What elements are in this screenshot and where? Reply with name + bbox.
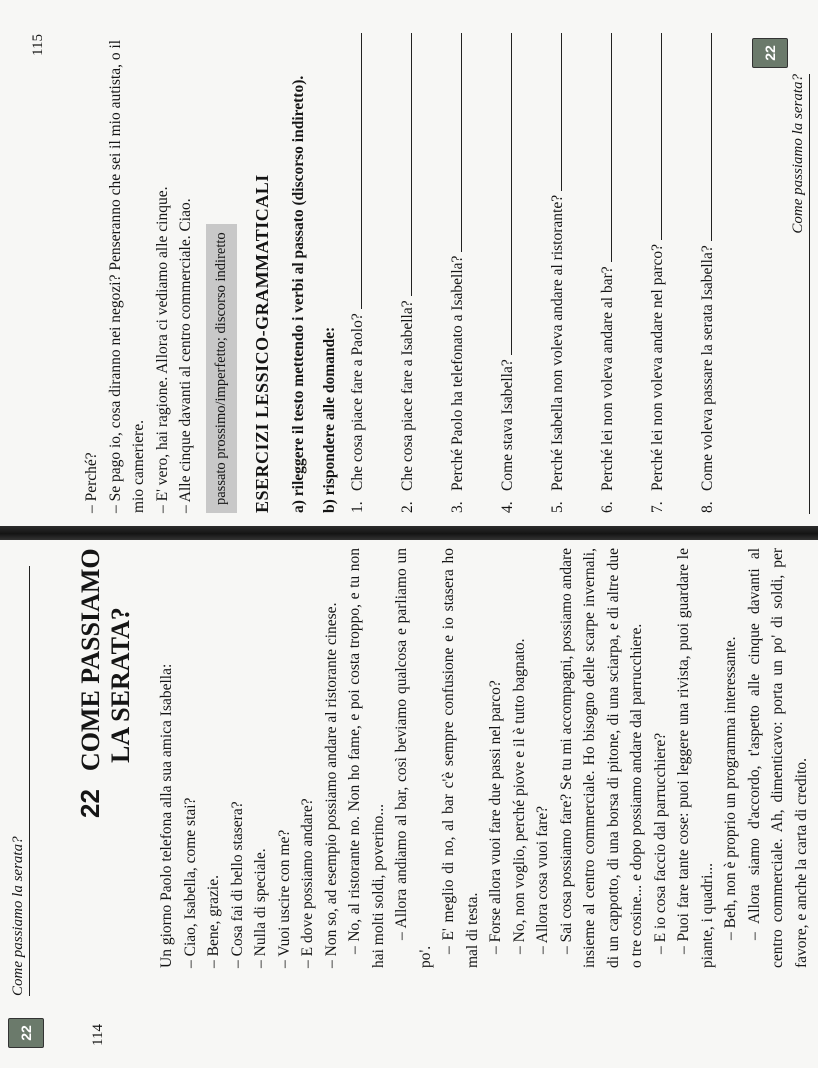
answer-line[interactable] bbox=[597, 33, 612, 262]
dialogue-line: – Nulla di speciale. bbox=[252, 848, 269, 968]
dialogue-text bbox=[155, 548, 813, 968]
page-left bbox=[0, 534, 818, 1068]
page-number: 114 bbox=[90, 1024, 106, 1046]
question-text: Perché Isabella non voleva andare al ristorante? bbox=[548, 194, 566, 491]
answer-line[interactable] bbox=[547, 33, 562, 191]
question-text: Perché lei non voleva andare nel parco? bbox=[648, 243, 666, 491]
dialogue-line: – Perché? bbox=[83, 452, 100, 513]
question-item bbox=[346, 33, 396, 513]
chapter-number: 22 bbox=[75, 789, 105, 818]
question-item bbox=[596, 33, 646, 513]
question-item bbox=[446, 33, 496, 513]
question-number: 5. bbox=[548, 501, 566, 513]
question-number: 3. bbox=[448, 501, 466, 513]
dialogue-line: – E' meglio di no, al bar c'è sempre confusione e io stasera ho mal di testa. bbox=[440, 548, 481, 968]
chapter-title-line1: COME PASSIAMO bbox=[76, 548, 105, 772]
exercise-a-label: a) bbox=[289, 500, 307, 513]
question-item bbox=[496, 33, 546, 513]
running-header-right: Come passiamo la serata? bbox=[790, 74, 810, 514]
question-text: Che cosa piace fare a Isabella? bbox=[398, 300, 416, 491]
question-number: 1. bbox=[348, 501, 366, 513]
dialogue-line: – Se pago io, cosa diranno nei negozi? Penseranno che sei il mio autista, o il mio cameriere. bbox=[106, 39, 147, 513]
question-item bbox=[646, 33, 696, 513]
question-text: Che cosa piace fare a Paolo? bbox=[348, 313, 366, 491]
answer-line[interactable] bbox=[647, 33, 662, 240]
dialogue-line: – E io cosa faccio dal parrucchiere? bbox=[651, 732, 669, 954]
dialogue-line: – No, non voglio, perché piove e il è tutto bagnato. bbox=[510, 638, 528, 954]
exercises-title: ESERCIZI LESSICO-GRAMMATICALI bbox=[252, 174, 272, 513]
question-item bbox=[696, 33, 746, 513]
exercise-b bbox=[318, 33, 342, 513]
question-number: 7. bbox=[648, 501, 666, 513]
chapter-badge-right: 22 bbox=[752, 38, 788, 68]
question-text: Come stava Isabella? bbox=[498, 359, 516, 491]
answer-line[interactable] bbox=[497, 33, 512, 355]
answer-line[interactable] bbox=[697, 33, 712, 241]
dialogue-line: – Bene, grazie. bbox=[205, 875, 222, 968]
question-text: Perché Paolo ha telefonato a Isabella? bbox=[448, 255, 466, 491]
dialogue-line: – Allora andiamo al bar, così beviamo qualcosa e parliamo un po'. bbox=[393, 548, 434, 968]
dialogue-line: – Non so, ad esempio possiamo andare al ristorante cinese. bbox=[322, 602, 340, 968]
dialogue-line: – No, al ristorante no. Non ho fame, e poi costa troppo, e tu non hai molti soldi, poverino... bbox=[346, 548, 387, 968]
dialogue-line: – Beh, non è proprio un programma interessante. bbox=[722, 636, 739, 940]
question-text: Perché lei non voleva andare al bar? bbox=[598, 266, 616, 491]
dialogue-line: – Vuoi uscire con me? bbox=[275, 829, 293, 968]
right-page-content bbox=[80, 33, 746, 513]
dialogue-line: – Alle cinque davanti al centro commerciale. Ciao. bbox=[177, 198, 194, 513]
dialogue-line: – E' vero, hai ragione. Allora ci vediamo alle cinque. bbox=[153, 186, 171, 513]
dialogue-line: – Puoi fare tante cose: puoi leggere una rivista, puoi guardare le piante, i quadri... bbox=[675, 548, 716, 968]
question-list bbox=[346, 33, 746, 513]
dialogue-line: – E dove possiamo andare? bbox=[299, 798, 316, 968]
answer-line[interactable] bbox=[347, 33, 362, 309]
exercise-a-text: rileggere il testo mettendo i verbi al passato (discorso indiretto). bbox=[289, 75, 307, 497]
question-text: Come voleva passare la serata Isabella? bbox=[698, 245, 716, 491]
question-item bbox=[546, 33, 596, 513]
chapter-badge: 22 bbox=[8, 1018, 44, 1048]
running-header: Come passiamo la serata? bbox=[10, 566, 30, 996]
exercise-b-label: b) bbox=[321, 499, 338, 513]
dialogue-line: Un giorno Paolo telefona alla sua amica Isabella: bbox=[158, 663, 175, 968]
answer-line[interactable] bbox=[447, 33, 462, 252]
question-item bbox=[396, 33, 446, 513]
chapter-title-line2: LA SERATA? bbox=[106, 607, 135, 763]
answer-line[interactable] bbox=[397, 33, 412, 296]
grammar-highlight: passato prossimo/imperfetto; discorso indiretto bbox=[206, 224, 238, 513]
page-number-right: 115 bbox=[30, 34, 46, 56]
dialogue-line: – Allora siamo d'accordo, t'aspetto alle cinque davanti al centro commerciale. Ah, dimenticavo: porta un po' di soldi, per favore, e anche la carta di credito. bbox=[745, 548, 810, 968]
dialogue-line: – Allora cosa vuoi fare? bbox=[534, 805, 551, 954]
dialogue-line: – Forse allora vuoi fare due passi nel parco? bbox=[487, 680, 504, 954]
exercise-b-text: rispondere alle domande: bbox=[321, 326, 338, 496]
dialogue-line: – Sai cosa possiamo fare? Se tu mi accompagni, possiamo andare insieme al centro commerciale. Ho bisogno delle scarpe invernali, di un cappotto, di una borsa di pitone, di una sciarpa, e di altre due o tre cosine... e dopo possiamo andare dal parrucchiere. bbox=[557, 548, 645, 968]
question-number: 8. bbox=[698, 501, 716, 513]
question-number: 4. bbox=[498, 501, 516, 513]
dialogue-line: – Cosa fai di bello stasera? bbox=[228, 801, 246, 968]
question-number: 6. bbox=[598, 501, 616, 513]
exercise-a bbox=[287, 33, 311, 513]
dialogue-line: – Ciao, Isabella, come stai? bbox=[181, 797, 199, 968]
question-number: 2. bbox=[398, 501, 416, 513]
